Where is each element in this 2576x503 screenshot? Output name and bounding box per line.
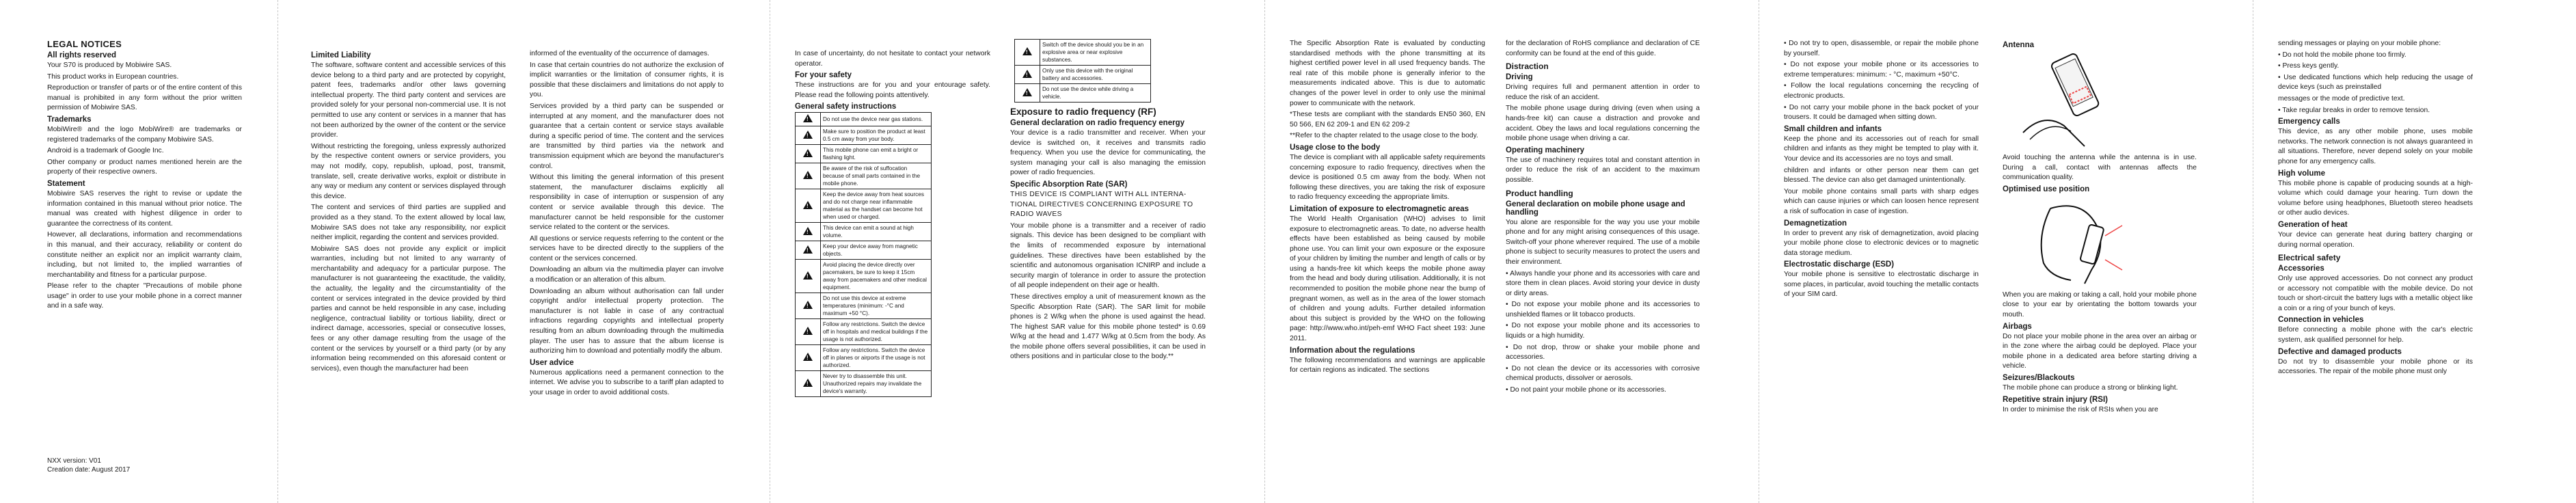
- list-item: • Follow the local regulations concerning the recycling of electronic products.: [1784, 82, 1979, 100]
- page-7: [1506, 39, 1700, 397]
- p6-2: *These tests are compliant with the standards EN50 360, EN 50 566, EN 62 209-1 and EN 62 209-2: [1290, 111, 1485, 128]
- sar-1: Your mobile phone is a transmitter and a receiver of radio signals. This device has been designed to be compliant with the limits of recommended exposure by international guidelines. These directives have been established by the scientific and autonomous organisation ICNIRP and include a security margin of tolerance in order to assure the protection of all people independent on their age or health.: [1010, 221, 1206, 290]
- p6-3: **Refer to the chapter related to the usage close to the body.: [1290, 132, 1478, 140]
- heading-heat: Generation of heat: [2278, 220, 2348, 229]
- warning-icon: [803, 227, 813, 235]
- seizures-1: The mobile phone can produce a strong or blinking light.: [2003, 383, 2178, 392]
- p7-1: for the declaration of RoHS compliance and declaration of CE conformity can be found at the end of this guide.: [1506, 40, 1700, 57]
- list-item: • Do not paint your mobile phone or its accessories.: [1506, 386, 1666, 394]
- page-3: [530, 49, 724, 400]
- heading-seizures: Seizures/Blackouts: [2003, 373, 2075, 382]
- heading-general-safety: General safety instructions: [795, 103, 897, 111]
- heading-electrical-safety: Electrical safety: [2278, 253, 2341, 263]
- airbags-1: Do not place your mobile phone in the area over an airbag or in the zone where the airbag could be deployed. Place your mobile phone in a dedicated area before starting driving a vehicle.: [2003, 332, 2197, 370]
- warning-icon: [803, 171, 813, 179]
- warning-icon: [803, 301, 813, 309]
- page-divider: [770, 0, 771, 503]
- limited-4: Mobiwire SAS does not provide any explicit or implicit warranties, including but not limited to any warranty of merchantability and adequacy for a particular purpose. The manufacturer is not guaranteeing the exactitude, the validity, the actuality, the legality and the circumstantiality of the content or services integrated in the device provided by third parties and cannot be held responsible in any case, including negligence, contractual liability or tortious liability, direct or indirect damage, accessories, special or consecutive losses, fees or any other damage resulting from the usage of the content or the services by yourself or a third party (or by any information being recommended on this aforesaid content or services), even though the manufacturer had been: [311, 245, 506, 372]
- p6-1: The Specific Absorption Rate is evaluated by conducting standardised methods with the phone transmitting at its highest certified power level in all used frequency bands. The real rate of this mobile phone is generally inferior to the measurements indicated above. This is due to automatic changes of the power level in order to only use the minimal power to communicate with the network.: [1290, 40, 1485, 107]
- table-row: ! Do not use the device while driving a vehicle.: [1015, 84, 1151, 103]
- warning-icon: [1022, 70, 1032, 78]
- page-4: [795, 49, 990, 397]
- warning-icon: [803, 149, 813, 157]
- limited-1: The software, software content and accessible services of this device belong to a third party and are protected by copyright, patent fees, trademarks and/or other laws governing intellectual property. The third party content and services are provided solely for your personal non-commercial use. It is not permitted to use any content or services in a manner that has not been authorized by the owner of the content or the service provider.: [311, 62, 506, 139]
- p3-4: Without this limiting the general information of this present statement, the manufacturer disclaims explicitly all responsibility in case of interruption or suspension of any content or service available through this device. The manufacturer cannot be held responsible for the customer service related to the content or the services.: [530, 174, 724, 232]
- page-10: [2278, 39, 2473, 379]
- nxx-version: NXX version: V01: [47, 457, 101, 465]
- heading-emergency: Emergency calls: [2278, 118, 2340, 126]
- page-divider: [277, 0, 279, 503]
- sar-compliance-caps: THIS DEVICE IS COMPLIANT WITH ALL INTERNA-TIONAL DIRECTIVES CONCERNING EXPOSURE TO RADIO WAVES: [1010, 190, 1193, 219]
- heading-rsi: Repetitive strain injury (RSI): [2003, 395, 2109, 404]
- heat-1: Your device can generate heat during battery charging or during normal operation.: [2278, 230, 2473, 249]
- heading-vehicles: Connection in vehicles: [2278, 316, 2364, 325]
- heading-user-advice: User advice: [530, 358, 574, 367]
- heading-antenna: Antenna: [2003, 41, 2034, 49]
- limitation-1: The World Health Organisation (WHO) advises to limit exposure to electromagnetic areas. To date, no adverse health effects have been established as being caused by mobile phone use. You can limit your own exposure or the exposure of your children by limiting the number and length of calls or by using a hands-free kit which keeps the mobile phone away from the head and body during utilisation. Additionally, it is not recommended to position the mobile phone near the bump of pregnant women, as well as in the area of the lower stomach of children and young adults. Further detailed information about this subject is provided by the WHO on the following page: http://www.who.int/peh-emf WHO Fact sheet 193: June 2011.: [1290, 215, 1485, 343]
- list-item: • Do not drop, throw or shake your mobile phone and accessories.: [1506, 343, 1700, 362]
- heading-accessories: Accessories: [2278, 264, 2324, 273]
- p3-2: In case that certain countries do not authorize the exclusion of implicit warranties or the limitation of consumer rights, it is possible that these disclaimers and limitations do not apply to you.: [530, 61, 724, 99]
- list-item: • Take regular breaks in order to remove tension.: [2278, 106, 2430, 114]
- defective-1: Do not try to disassemble your mobile phone or its accessories. The repair of the mobile phone must only: [2278, 357, 2473, 376]
- warning-icon: [803, 201, 813, 209]
- heading-limited-liability: Limited Liability: [311, 51, 371, 59]
- heading-general-rf: General declaration on radio frequency energy: [1010, 119, 1184, 127]
- warning-icon: [803, 379, 813, 387]
- heading-defective: Defective and damaged products: [2278, 347, 2402, 356]
- rsi-1: In order to minimise the risk of RSIs when you are: [2003, 405, 2158, 413]
- statement-1: Mobiwire SAS reserves the right to revise or update the information contained in this manual without prior notice. The manual was created with highest diligence in order to guarantee the correctness of its content.: [47, 189, 242, 228]
- safety-intro: These instructions are for you and your entourage safety. Please read the following points attentively.: [795, 81, 990, 99]
- use-position-illustration: [2003, 195, 2197, 290]
- rf-general-1: Your device is a radio transmitter and receiver. When your device is switched on, it receives and transmits radio frequency. When you use the device for communicating, the system managing your call is also managing the emission power of radio frequencies.: [1010, 129, 1206, 177]
- heading-machinery: Operating machinery: [1506, 146, 1585, 154]
- sar-2: These directives employ a unit of measurement known as the Specific Absorption Rate (SAR). The SAR limit for mobile phones is 2 W/kg when the phone is used against the head. The highest SAR value for this mobile phone tested* is 0.69 W/kg at the head and 1.477 W/kg at 0.5cm from the body. As the mobile phone offers several possibilities, it can be used in others positions and in particular close to the body.**: [1010, 293, 1206, 361]
- accessories-1: Only use approved accessories. Do not connect any product or accessory not compatible with the mobile device. Do not touch or short-circuit the battery lugs with a metallic object like a coin or a ring of your bunch of keys.: [2278, 275, 2473, 312]
- heading-rights: All rights reserved: [47, 51, 116, 59]
- trademarks-1: MobiWire® and the logo MobiWire® are trademarks or registered trademarks of the company Mobiwire SAS.: [47, 125, 242, 144]
- regulations-1: The following recommendations and warnings are applicable for certain regions as indicated. The sections: [1290, 356, 1485, 375]
- page-2: [311, 49, 506, 375]
- creation-date: Creation date: August 2017: [47, 466, 131, 474]
- heading-limitation-em: Limitation of exposure to electromagnetic areas: [1290, 204, 1469, 213]
- page-divider: [1759, 0, 1760, 503]
- list-item: • Do not try to open, disassemble, or repair the mobile phone by yourself.: [1784, 40, 1979, 57]
- page-divider: [2253, 0, 2254, 503]
- page-8: [1784, 39, 1979, 301]
- heading-general-handling: General declaration on mobile phone usage and handling: [1506, 200, 1685, 217]
- list-item: messages or the mode of predictive text.: [2278, 94, 2405, 103]
- heading-small-children: Small children and infants: [1784, 124, 1882, 133]
- heading-optimised-use: Optimised use position: [2003, 185, 2090, 193]
- list-item: • Do not expose your mobile phone or its accessories to extreme temperatures: minimum: - °C, maximum +50°C.: [1784, 61, 1979, 79]
- p3-5: All questions or service requests referring to the content or the services have to be directed directly to the suppliers of the content or the services concerned.: [530, 234, 724, 262]
- table-row: ! Switch off the device should you be in an explosive area or near explosive substances.: [1015, 40, 1151, 66]
- heading-regulations: Information about the regulations: [1290, 346, 1415, 355]
- warning-icon: [803, 327, 813, 335]
- p3-6: Downloading an album via the multimedia player can involve a modification or an alteration of this album.: [530, 266, 724, 284]
- page-9: [2003, 39, 2197, 416]
- heading-distraction: Distraction: [1506, 62, 1549, 72]
- heading-statement: Statement: [47, 179, 85, 188]
- p3-3: Services provided by a third party can be suspended or interrupted at any moment, and the manufacturer does not guarantee that a certain content or service stays available during a specific period of time. The content and the services are transmitted by third parties via the network and transmission equipment which are beyond the manufacturer's control.: [530, 102, 724, 170]
- list-item: • Do not hold the mobile phone too firmly.: [2278, 51, 2406, 59]
- esd-1: Your mobile phone is sensitive to electrostatic discharge in some places, in particular, avoid touching the metallic contacts of your SIM card.: [1784, 271, 1979, 299]
- driving-1: Driving requires full and permanent attention in order to reduce the risk of an accident.: [1506, 83, 1700, 101]
- statement-3: Please refer to the chapter "Precautions of mobile phone usage" in order to use your mobile phone in a correct manner and in a safe way.: [47, 282, 242, 310]
- legal-notices-title: LEGAL NOTICES: [47, 39, 122, 49]
- table-row: ! Only use this device with the original battery and accessories.: [1015, 66, 1151, 84]
- rights-2: This product works in European countries.: [47, 72, 179, 81]
- table-row: ! This device can emit a sound at high volume.: [796, 223, 932, 241]
- safety-table-continued: [1014, 39, 1151, 103]
- vehicles-1: Before connecting a mobile phone with the car's electric system, ask qualified personnel for help.: [2278, 326, 2473, 344]
- trademarks-3: Other company or product names mentioned herein are the property of their respective owners.: [47, 158, 242, 176]
- table-row: ! Follow any restrictions. Switch the device off in hospitals and medical buildings if the usage is not authorized.: [796, 319, 932, 345]
- heading-high-volume: High volume: [2278, 169, 2326, 178]
- page-6: [1290, 39, 1485, 377]
- page-1: [47, 39, 242, 313]
- antenna-illustration: [2003, 51, 2197, 153]
- head-phone-image: [2003, 195, 2139, 290]
- body-1: The device is compliant with all applicable safety requirements concerning exposure to radio frequency, directives when the device is positioned 0.5 cm away from the body. When not following these directives, you are taking the risk of exposure to radio frequency exceeding the appropriate limits.: [1290, 153, 1485, 202]
- rights-3: Reproduction or transfer of parts or of the entire content of this manual is prohibited in any form without the prior written permission of Mobiwire SAS.: [47, 84, 242, 112]
- heading-airbags: Airbags: [2003, 322, 2032, 331]
- optimised-1: When you are making or taking a call, hold your mobile phone close to your ear by orientating the bottom towards your mouth.: [2003, 290, 2197, 318]
- warning-icon: [803, 245, 813, 254]
- safety-table: [795, 112, 932, 397]
- list-item: • Always handle your phone and its accessories with care and store them in clean places. Avoid storing your device in dusty or dirty areas.: [1506, 269, 1700, 297]
- table-row: ! Do not use this device at extreme temperatures (minimum: -°C and maximum +50 °C).: [796, 293, 932, 319]
- table-row: ! Follow any restrictions. Switch the device off in planes or airports if the usage is not authorized.: [796, 345, 932, 371]
- list-item: • Do not expose your mobile phone and its accessories to unshielded flames or lit tobacco products.: [1506, 301, 1700, 318]
- page-divider: [1264, 0, 1266, 503]
- warning-icon: [1022, 88, 1032, 96]
- table-row: ! Avoid placing the device directly over pacemakers, be sure to keep it 15cm away from pacemakers and other medical equipment.: [796, 260, 932, 293]
- table-row: ! Be aware of the risk of suffocation because of small parts contained in the mobile phone.: [796, 163, 932, 189]
- limited-3: The content and services of third parties are supplied and provided as a they stand. To the extent allowed by local law, Mobiwire SAS does not take any responsibility, nor explicit neither implicit, regarding the content and services provided.: [311, 204, 506, 242]
- list-item: • Do not carry your mobile phone in the back pocket of your trousers. It could be damaged when sitting down.: [1784, 103, 1979, 122]
- handling-1: You alone are responsible for the way you use your mobile phone and for any might arising consequences of this usage. Switch-off your phone wherever required. The use of a mobile phone is subject to security measures to protect the users and their environment.: [1506, 218, 1700, 266]
- p10-1: sending messages or playing on your mobile phone:: [2278, 40, 2441, 47]
- high-volume-1: This mobile phone is capable of producing sounds at a high-volume which could damage your hearing. Turn down the volume before using headphones, Bluetooth stereo headsets or other audio devices.: [2278, 179, 2473, 217]
- warning-icon: [803, 353, 813, 361]
- heading-rf-exposure: Exposure to radio frequency (RF): [1010, 107, 1156, 117]
- p3-7: Downloading an album without authorisation can fall under copyright and/or intellectual property protection. The manufacturer is not liable in case of any contractual infractions regarding copyrights and intellectual property resulting from an album downloading through the multimedia player. The user has to assure that the album license is authorizing him to download and potentially modify the album.: [530, 287, 724, 355]
- table-row: ! Keep your device away from magnetic objects.: [796, 241, 932, 260]
- demag-1: In order to prevent any risk of demagnetization, avoid placing your mobile phone close to electronic devices or to magnetic data storage medium.: [1784, 229, 1979, 257]
- page-5: [1010, 39, 1206, 364]
- heading-for-your-safety: For your safety: [795, 71, 852, 80]
- heading-usage-body: Usage close to the body: [1290, 143, 1381, 152]
- heading-sar: Specific Absorption Rate (SAR): [1010, 180, 1128, 189]
- version-info: [47, 457, 130, 474]
- heading-esd: Electrostatic discharge (ESD): [1784, 260, 1895, 269]
- antenna-phone-image: [2003, 51, 2139, 153]
- emergency-1: This device, as any other mobile phone, uses mobile networks. The network connection is not always guaranteed in all situations. Therefore, never depend solely on your mobile phone for any emergency calls.: [2278, 128, 2473, 165]
- rights-1: Your S70 is produced by Mobiwire SAS.: [47, 62, 172, 69]
- machinery-1: The use of machinery requires total and constant attention in order to reduce the risk of an accident to the maximum possible.: [1506, 156, 1700, 184]
- user-advice-1: Numerous applications need a permanent connection to the internet. We advise you to subscribe to a tariff plan adapted to your usage in order to avoid additional costs.: [530, 368, 724, 396]
- warning-icon: [1022, 47, 1032, 55]
- table-row: ! Do not use the device near gas stations.: [796, 113, 932, 126]
- table-row: ! Make sure to position the product at least 0.5 cm away from your body.: [796, 126, 932, 145]
- small-1: Keep the phone and its accessories out of reach for small children and infants as they might be tempted to play with it. Your device and its accessories are no toys and small.: [1784, 135, 1979, 163]
- heading-driving: Driving: [1506, 73, 1533, 82]
- antenna-1: Avoid touching the antenna while the antenna is in use. During a call, contact with antennas affects the communication quality.: [2003, 154, 2197, 182]
- driving-2: The mobile phone usage during driving (even when using a hands-free kit) can cause a distraction and provoke and accident. Obey the laws and local regulations concerning the mobile phone usage when driving a car.: [1506, 105, 1700, 143]
- table-row: ! Keep the device away from heat sources and do not charge near inflammable material as the handset can become hot when used or charged.: [796, 189, 932, 223]
- small-3: Your mobile phone contains small parts with sharp edges which can cause injuries or which can loosen hence represent a risk of suffocation in case of ingestion.: [1784, 187, 1979, 215]
- heading-demagnetization: Demagnetization: [1784, 219, 1847, 228]
- warning-icon: [803, 131, 813, 139]
- warning-icon: [803, 114, 813, 122]
- list-item: • Do not clean the device or its accessories with corrosive chemical products, dissolver or aerosols.: [1506, 364, 1700, 383]
- warning-icon: [803, 271, 813, 280]
- heading-trademarks: Trademarks: [47, 115, 92, 124]
- heading-product-handling: Product handling: [1506, 188, 1573, 198]
- limited-2: Without restricting the foregoing, unless expressly authorized by the respective content owners or service providers, you may not modify, copy, republish, upload, post, transmit, translate, sell, create derivative works, exploit or distribute in any way or medium any content or services displayed through this device.: [311, 142, 506, 200]
- small-2: children and infants or other person near them can get blessed. The device can also get damaged unintentionally.: [1784, 166, 1979, 185]
- p4-1: In case of uncertainty, do not hesitate to contact your network operator.: [795, 50, 990, 68]
- table-row: ! This mobile phone can emit a bright or flashing light.: [796, 145, 932, 163]
- p3-1: informed of the eventuality of the occurrence of damages.: [530, 50, 709, 57]
- list-item: • Do not expose your mobile phone and its accessories to liquids or a high humidity.: [1506, 322, 1700, 340]
- statement-2: However, all declarations, information and recommendations in this manual, and their accuracy, reliability or content do constitute neither an explicit nor an implicit warranty claim, including, but not limited to, the implied warranties of merchantability and fitness for a particular purpose.: [47, 231, 242, 279]
- list-item: • Use dedicated functions which help reducing the usage of device keys (such as preinstalled: [2278, 73, 2473, 92]
- table-row: ! Never try to disassemble this unit. Unauthorized repairs may invalidate the device's warranty.: [796, 371, 932, 397]
- list-item: • Press keys gently.: [2278, 62, 2340, 70]
- trademarks-2: Android is a trademark of Google Inc.: [47, 147, 164, 155]
